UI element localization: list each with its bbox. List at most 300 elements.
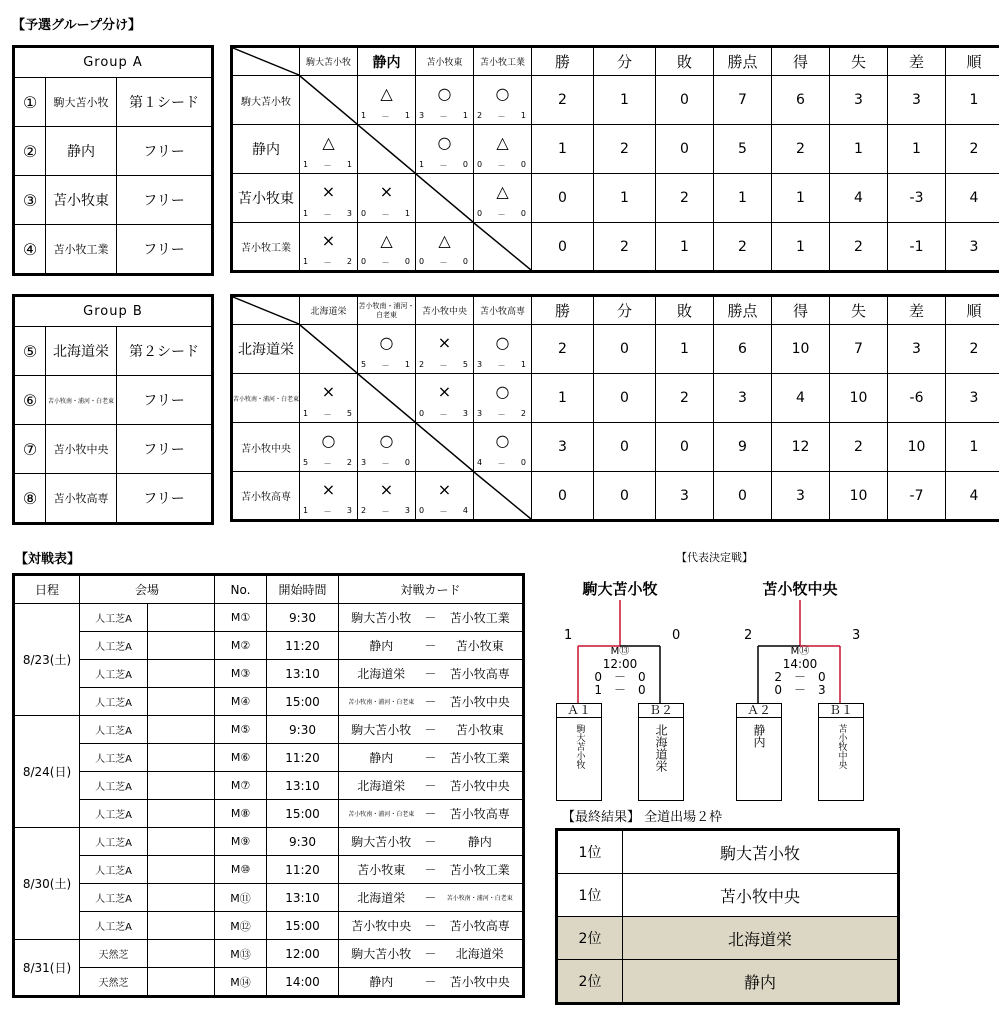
away-team: 苫小牧中央 (449, 779, 510, 793)
match-result-cell (300, 423, 357, 471)
group-row (14, 327, 213, 376)
match-result-cell (416, 374, 473, 422)
group-row (14, 376, 213, 425)
vs-dash: － (424, 639, 437, 653)
bracket-winner: 苫小牧中央 (762, 580, 838, 598)
stat-value: -6 (909, 390, 924, 406)
stat-value: 9 (738, 439, 747, 455)
seed-label: フリー (143, 242, 185, 258)
score-against: 5 (462, 360, 470, 369)
section-title-prelim: 【予選グループ分け】 (12, 18, 141, 33)
result-score (416, 257, 473, 268)
schedule-row (14, 772, 524, 800)
right-team-box (818, 703, 864, 801)
seed-slot-label: Ｂ１ (819, 704, 863, 718)
away-team: 苫小牧工業 (449, 751, 510, 765)
schedule-row (14, 884, 524, 912)
match-venue: 人工芝A (95, 698, 132, 709)
match-venue: 人工芝A (95, 614, 132, 625)
vs-dash: － (424, 891, 437, 905)
team-number: ④ (22, 239, 38, 259)
match-card (339, 777, 522, 794)
score-for: 0 (361, 257, 369, 266)
group-b-results-wrap (230, 294, 999, 522)
score-for: 0 (419, 257, 427, 266)
stat-value: 1 (854, 141, 863, 157)
group-a-table-wrap (12, 45, 214, 276)
match-date: 8/24(日) (22, 765, 72, 779)
result-mark: × (437, 480, 452, 499)
results-row (232, 76, 999, 125)
vs-dash: － (424, 919, 437, 933)
opponent-header: 北海道栄 (310, 307, 347, 317)
match-venue: 人工芝A (95, 894, 132, 905)
stat-value: 1 (620, 92, 629, 108)
score-for: 0 (477, 160, 485, 169)
match-number: M③ (230, 667, 251, 680)
stat-value: 2 (969, 141, 979, 157)
score-for: 3 (477, 360, 485, 369)
stat-header: 勝点 (727, 53, 758, 71)
results-row (232, 325, 999, 374)
stat-value: 0 (558, 487, 567, 504)
match-result-cell (300, 223, 357, 270)
score-for: 2 (477, 111, 485, 120)
corner-diagonal (233, 48, 299, 75)
away-team: 苫小牧工業 (449, 863, 510, 877)
bracket-time: 12:00 (602, 657, 638, 671)
team-name: 苫小牧高専 (53, 492, 109, 505)
home-team: 北海道栄 (357, 667, 406, 681)
match-result-cell (300, 374, 357, 422)
right-score: 3 (852, 628, 861, 643)
match-time: 15:00 (285, 694, 320, 709)
score-for: 3 (477, 409, 485, 418)
match-venue: 人工芝A (95, 642, 132, 653)
match-venue: 人工芝A (95, 670, 132, 681)
stat-value: 3 (912, 341, 921, 357)
match-time: 14:00 (285, 974, 320, 989)
bracket (550, 570, 720, 805)
stat-value: 6 (738, 341, 747, 357)
final-rank: 2位 (578, 974, 602, 990)
match-card (339, 973, 522, 990)
score-for: 0 (477, 209, 485, 218)
score-dash: － (439, 258, 450, 267)
result-score (416, 409, 473, 420)
results-row (232, 374, 999, 423)
match-card (339, 637, 522, 654)
stat-value: 2 (680, 390, 689, 406)
result-score (416, 160, 473, 171)
score-for: 4 (477, 458, 485, 467)
bracket-winner: 駒大苫小牧 (582, 580, 658, 598)
score-dash: － (323, 161, 334, 170)
result-mark: × (437, 333, 452, 352)
match-venue: 天然芝 (98, 950, 129, 961)
sub-score-part: 0 (774, 683, 782, 697)
result-score (358, 209, 415, 220)
stat-value: 0 (620, 341, 629, 357)
stat-header: 得 (792, 302, 808, 320)
match-result-cell (358, 325, 415, 373)
result-score (474, 209, 531, 220)
result-score (474, 111, 531, 122)
score-against: 3 (346, 506, 354, 515)
bracket-match-no: M⑬ (610, 646, 630, 657)
opponent-header: 静内 (372, 54, 401, 71)
vs-dash: － (424, 807, 437, 821)
score-for: 1 (303, 506, 311, 515)
stat-header: 勝 (554, 302, 570, 320)
schedule-row (14, 716, 524, 744)
score-for: 0 (419, 409, 427, 418)
score-dash: － (439, 112, 450, 121)
stat-header: 分 (616, 302, 632, 320)
stat-value: 1 (558, 390, 567, 406)
sub-score-part: － (793, 683, 806, 697)
sub-score-part: － (793, 670, 806, 684)
final-result-title: 【最終結果】 全道出場２枠 (562, 810, 723, 825)
results-row (232, 472, 999, 521)
stat-value: 3 (558, 439, 567, 455)
match-card (339, 861, 522, 878)
match-result-cell (416, 472, 473, 519)
home-team: 駒大苫小牧 (351, 835, 412, 849)
stat-value: 3 (738, 390, 747, 406)
score-dash: － (439, 361, 450, 370)
match-date: 8/30(土) (22, 877, 72, 891)
score-for: 1 (303, 160, 311, 169)
stat-header: 差 (908, 53, 924, 71)
match-time: 11:20 (285, 750, 320, 765)
result-score (474, 360, 531, 371)
match-card (339, 917, 522, 934)
score-dash: － (497, 410, 508, 419)
self-match-cell (358, 374, 415, 422)
score-for: 3 (361, 458, 369, 467)
away-team: 苫小牧中央 (449, 695, 510, 709)
seed-label: フリー (143, 491, 185, 507)
seed-slot-label: Ａ１ (557, 704, 601, 718)
score-for: 1 (419, 160, 427, 169)
score-dash: － (497, 210, 508, 219)
team-number: ⑤ (22, 341, 38, 361)
stat-value: 1 (796, 238, 805, 255)
schedule-row (14, 744, 524, 772)
match-result-cell (358, 223, 415, 270)
stat-value: 2 (558, 92, 567, 108)
sub-score-part: 2 (774, 670, 782, 684)
results-row (232, 223, 999, 272)
stat-value: 3 (796, 487, 805, 504)
match-time: 13:10 (285, 890, 320, 905)
match-result-cell (300, 125, 357, 173)
score-against: 3 (404, 506, 412, 515)
row-team-name: 駒大苫小牧 (241, 96, 291, 108)
match-result-cell (300, 174, 357, 222)
match-number: M④ (230, 695, 251, 708)
match-result-cell (474, 374, 531, 422)
group-row (14, 225, 213, 275)
score-dash: － (323, 507, 334, 516)
bracket-team-name: 駒大苫小牧 (574, 724, 585, 769)
score-for: 1 (361, 111, 369, 120)
bracket-info (588, 645, 652, 697)
seed-label: フリー (143, 144, 185, 160)
home-team: 北海道栄 (357, 779, 406, 793)
stat-value: -3 (909, 190, 924, 206)
score-dash: － (439, 507, 450, 516)
match-venue: 人工芝A (95, 866, 132, 877)
final-team: 静内 (743, 972, 776, 992)
opponent-header: 苫小牧南・浦河・白老東 (358, 301, 415, 319)
score-dash: － (381, 459, 392, 468)
left-team-box (556, 703, 602, 801)
final-team: 北海道栄 (727, 929, 792, 949)
stat-value: 1 (680, 238, 689, 255)
section-title-rep: 【代表決定戦】 (676, 551, 753, 564)
result-score (358, 360, 415, 371)
match-venue: 人工芝A (95, 754, 132, 765)
row-team-name: 北海道栄 (238, 342, 294, 358)
result-mark: △ (496, 182, 509, 201)
vs-dash: － (424, 611, 437, 625)
row-team-name: 苫小牧工業 (241, 243, 291, 254)
opponent-header: 苫小牧中央 (421, 307, 467, 317)
score-for: 0 (361, 209, 369, 218)
match-card (339, 665, 522, 682)
schedule-row (14, 828, 524, 856)
result-score (300, 257, 357, 268)
score-dash: － (497, 161, 508, 170)
match-number: M② (230, 639, 251, 652)
match-venue: 人工芝A (95, 838, 132, 849)
match-date: 8/23(土) (22, 653, 72, 667)
score-against: 3 (462, 409, 470, 418)
final-rank: 1位 (578, 845, 602, 861)
match-result-cell (358, 76, 415, 124)
match-venue: 人工芝A (95, 922, 132, 933)
stat-value: 10 (849, 390, 868, 406)
self-match-cell (416, 423, 473, 471)
vs-dash: － (424, 975, 437, 989)
result-score (474, 160, 531, 171)
result-mark: × (437, 382, 452, 401)
score-for: 5 (303, 458, 311, 467)
team-number: ⑧ (22, 488, 38, 508)
score-dash: － (497, 361, 508, 370)
stat-value: 2 (558, 341, 567, 357)
stat-value: 2 (680, 190, 689, 206)
stat-value: 1 (738, 190, 747, 206)
stat-header: 勝点 (727, 302, 758, 320)
match-result-cell (358, 174, 415, 222)
stat-header: 勝 (554, 53, 570, 71)
vs-dash: － (424, 947, 437, 961)
away-team: 苫小牧高専 (449, 667, 510, 681)
result-score (416, 360, 473, 371)
score-against: 2 (346, 257, 354, 266)
vs-dash: － (424, 863, 437, 877)
stat-value: 0 (620, 487, 629, 504)
stat-value: 10 (849, 487, 868, 504)
right-score: 0 (672, 628, 681, 643)
bracket-info (768, 645, 832, 697)
schedule-table-wrap (12, 573, 525, 998)
home-team: 静内 (369, 975, 394, 989)
seed-label: フリー (143, 442, 185, 458)
team-name: 静内 (67, 144, 95, 160)
result-score (416, 506, 473, 517)
team-number: ① (22, 92, 38, 112)
result-mark: × (321, 382, 336, 401)
stat-header: 順 (966, 53, 982, 71)
seed-slot-label: Ｂ２ (639, 704, 683, 718)
away-team: 苫小牧東 (455, 723, 504, 737)
bracket-team-name: 北海道栄 (654, 724, 668, 772)
schedule-table (12, 573, 525, 998)
result-mark: ○ (495, 431, 510, 450)
group-row (14, 474, 213, 524)
match-result-cell (416, 325, 473, 373)
stat-value: 3 (969, 390, 979, 406)
stat-value: 2 (738, 238, 747, 255)
match-card (339, 721, 522, 738)
score-dash: － (497, 112, 508, 121)
result-mark: × (379, 182, 394, 201)
score-for: 1 (303, 409, 311, 418)
match-number: M⑧ (230, 807, 251, 820)
score-against: 5 (346, 409, 354, 418)
match-time: 11:20 (285, 638, 320, 653)
results-row (232, 125, 999, 174)
stat-value: 1 (558, 141, 567, 157)
stat-value: 6 (796, 92, 805, 108)
team-name: 北海道栄 (53, 344, 109, 360)
match-card (339, 833, 522, 850)
match-number: M⑩ (230, 863, 251, 876)
schedule-header: 対戦カード (400, 583, 461, 597)
match-venue: 天然芝 (98, 978, 129, 989)
final-team: 苫小牧中央 (719, 886, 800, 906)
bracket-team-name: 静内 (752, 724, 766, 748)
result-mark: △ (438, 231, 451, 250)
vs-dash: － (424, 667, 437, 681)
result-mark: ○ (437, 133, 452, 152)
score-against: 0 (404, 257, 412, 266)
stat-header: 差 (908, 302, 924, 320)
groupB-title: Group B (83, 304, 143, 319)
stat-value: 10 (791, 341, 810, 357)
score-against: 0 (462, 160, 470, 169)
home-team: 静内 (369, 639, 394, 653)
result-mark: △ (380, 231, 393, 250)
sub-score-part: 0 (594, 670, 602, 684)
match-number: M⑭ (230, 975, 251, 989)
result-mark: ○ (495, 333, 510, 352)
match-number: M⑬ (230, 947, 251, 961)
score-for: 5 (361, 360, 369, 369)
seed-label: フリー (143, 393, 185, 409)
sub-score-part: 0 (638, 683, 646, 697)
result-mark: ○ (495, 84, 510, 103)
stat-value: 4 (969, 487, 979, 504)
seed-label: フリー (143, 193, 185, 209)
score-against: 1 (520, 111, 528, 120)
opponent-header: 駒大苫小牧 (305, 58, 351, 68)
result-mark: ○ (379, 333, 394, 352)
groupA-title: Group A (83, 55, 143, 70)
schedule-row (14, 856, 524, 884)
match-result-cell (416, 125, 473, 173)
score-against: 3 (346, 209, 354, 218)
result-mark: × (321, 231, 336, 250)
match-result-cell (358, 472, 415, 519)
vs-dash: － (424, 779, 437, 793)
group-b-table-wrap (12, 294, 214, 525)
schedule-header: 開始時間 (278, 583, 327, 597)
sub-score-part: 3 (818, 683, 826, 697)
final-team: 駒大苫小牧 (719, 843, 800, 863)
schedule-row (14, 912, 524, 940)
final-row (557, 830, 899, 874)
result-score (358, 257, 415, 268)
home-team: 駒大苫小牧 (351, 947, 412, 961)
result-score (474, 409, 531, 420)
schedule-header: 日程 (34, 583, 59, 597)
score-for: 1 (303, 257, 311, 266)
stat-value: 4 (854, 190, 863, 206)
result-mark: ○ (437, 84, 452, 103)
result-score (300, 409, 357, 420)
schedule-row (14, 940, 524, 968)
stat-value: 2 (620, 141, 629, 157)
match-card (339, 609, 522, 626)
seed-label: 第２シード (129, 344, 199, 360)
match-result-cell (474, 125, 531, 173)
score-against: 0 (520, 209, 528, 218)
left-score: 1 (564, 628, 573, 643)
result-mark: ○ (495, 382, 510, 401)
match-result-cell (474, 423, 531, 471)
stat-value: 3 (969, 238, 979, 255)
bracket-area (550, 570, 890, 805)
stat-value: 0 (620, 439, 629, 455)
result-score (300, 160, 357, 171)
final-row (557, 917, 899, 960)
stat-value: 1 (796, 190, 805, 206)
stat-value: 7 (854, 341, 863, 357)
results-row (232, 423, 999, 472)
score-against: 2 (520, 409, 528, 418)
bracket-match-no: M⑭ (790, 646, 810, 657)
result-score (300, 209, 357, 220)
score-dash: － (439, 410, 450, 419)
home-team: 北海道栄 (357, 891, 406, 905)
match-result-cell (474, 174, 531, 222)
stat-value: 2 (854, 439, 863, 455)
bracket (730, 570, 900, 805)
opponent-header: 苫小牧東 (426, 58, 463, 68)
schedule-row (14, 968, 524, 997)
final-rank: 2位 (578, 931, 602, 947)
team-number: ③ (22, 190, 38, 210)
bracket-team-name: 苫小牧中央 (836, 724, 847, 769)
sub-score-2 (588, 684, 652, 697)
stat-value: 0 (620, 390, 629, 406)
score-dash: － (439, 161, 450, 170)
